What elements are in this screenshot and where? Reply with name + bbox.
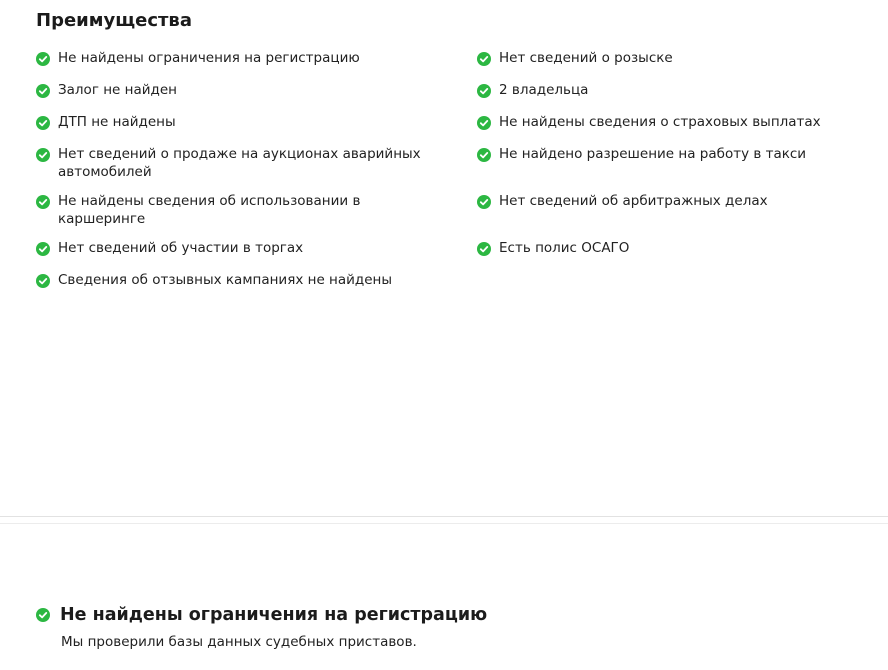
advantage-label: Не найдены сведения о страховых выплатах xyxy=(499,114,821,130)
advantage-label: Нет сведений об участии в торгах xyxy=(58,240,304,256)
advantage-item xyxy=(477,239,857,257)
advantages-list xyxy=(36,49,866,303)
advantage-item xyxy=(36,271,477,289)
detail-header xyxy=(36,603,856,627)
check-circle-icon xyxy=(36,148,50,162)
check-circle-icon xyxy=(36,52,50,66)
detail-section xyxy=(36,603,856,651)
advantage-item xyxy=(477,81,857,99)
check-circle-icon xyxy=(36,195,50,209)
advantage-item xyxy=(36,192,477,228)
advantage-item xyxy=(477,113,857,131)
advantage-label: Нет сведений о продаже на аукционах аварийных автомобилей xyxy=(58,146,421,180)
advantage-label: Нет сведений о розыске xyxy=(499,50,673,66)
section-divider-shadow xyxy=(0,523,888,524)
check-circle-icon xyxy=(36,274,50,288)
detail-description: Мы проверили базы данных судебных приставов. xyxy=(61,634,417,650)
check-circle-icon xyxy=(477,242,491,256)
advantage-item xyxy=(477,145,857,181)
check-circle-icon xyxy=(477,148,491,162)
advantage-item xyxy=(36,49,477,67)
detail-title: Не найдены ограничения на регистрацию xyxy=(60,605,488,625)
advantage-label: Нет сведений об арбитражных делах xyxy=(499,193,768,209)
advantage-label: Сведения об отзывных кампаниях не найдены xyxy=(58,272,393,288)
advantage-item xyxy=(477,49,857,67)
advantage-label: Есть полис ОСАГО xyxy=(499,240,630,256)
advantage-item xyxy=(36,145,477,181)
advantage-label: ДТП не найдены xyxy=(58,114,176,130)
advantage-item xyxy=(477,192,857,228)
advantage-label: Не найдены сведения об использовании в каршеринге xyxy=(58,193,361,227)
check-circle-icon xyxy=(477,195,491,209)
check-circle-icon xyxy=(477,84,491,98)
advantage-item xyxy=(36,239,477,257)
check-circle-icon xyxy=(36,116,50,130)
check-circle-icon xyxy=(36,608,50,622)
advantage-item xyxy=(36,113,477,131)
check-circle-icon xyxy=(477,52,491,66)
check-circle-icon xyxy=(36,84,50,98)
advantage-label: 2 владельца xyxy=(499,82,589,98)
check-circle-icon xyxy=(36,242,50,256)
advantage-label: Не найдены ограничения на регистрацию xyxy=(58,50,360,66)
advantages-title: Преимущества xyxy=(36,10,192,31)
advantage-label: Залог не найден xyxy=(58,82,177,98)
advantage-label: Не найдено разрешение на работу в такси xyxy=(499,146,807,162)
advantage-item xyxy=(36,81,477,99)
section-divider xyxy=(0,516,888,517)
check-circle-icon xyxy=(477,116,491,130)
